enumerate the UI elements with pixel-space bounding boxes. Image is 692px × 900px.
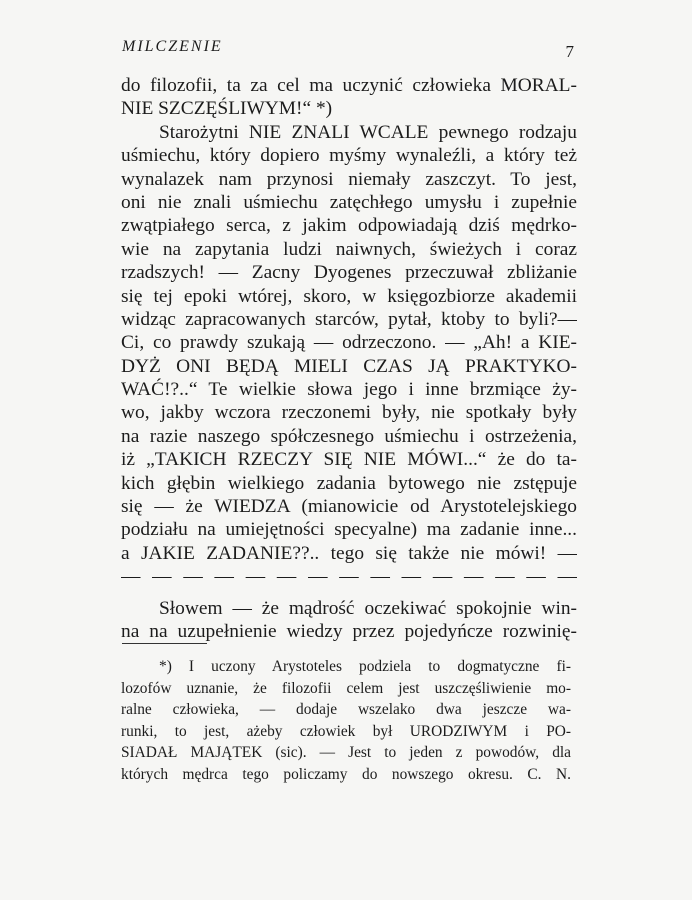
text-line: oni nie znali uśmiechu zatęchłego umysłu i zupełnie [121, 191, 577, 213]
text-line: WAĆ!?..“ Te wielkie słowa jego i inne brzmiące ży- [121, 379, 577, 401]
body-text [121, 74, 577, 643]
text-line: Słowem — że mądrość oczekiwać spokojnie win- [159, 597, 577, 619]
text-line: wo, jakby wczora rzeczonemi były, nie spotkały były [121, 402, 577, 424]
text-line: wie na zapytania ludzi naiwnych, świeżych i coraz [121, 238, 577, 260]
text-line: się — że WIEDZA (mianowicie od Arystotelejskiego [121, 496, 577, 518]
text-line: widząc zapracowanych starców, pytał, ktoby to byli?— [121, 308, 577, 330]
text-line: podziału na umiejętności specyalne) ma zadanie inne... [121, 519, 577, 541]
text-line: Ci, co prawdy szukają — odrzeczono. — „Ah! a KIE- [121, 332, 577, 354]
text-line: iż „TAKICH RZECZY SIĘ NIE MÓWI...“ że do ta- [121, 449, 577, 471]
footnote-line: których mędrca tego policzamy do nowszego okresu. C. N. [121, 765, 571, 783]
running-title: MILCZENIE [122, 38, 223, 55]
dash-line: — — — — — — — — — — — — — — — [121, 566, 577, 588]
footnote [121, 656, 571, 786]
text-line: rzadszych! — Zacny Dyogenes przeczuwał zbliżanie [121, 262, 577, 284]
text-line: DYŻ ONI BĘDĄ MIELI CZAS JĄ PRAKTYKO- [121, 355, 577, 377]
footnote-line: ralne człowieka, — dodaje wszelako dwa jeszcze wa- [121, 701, 571, 719]
page-number: 7 [565, 42, 574, 61]
text-line: do filozofii, ta za cel ma uczynić człowieka MORAL- [121, 75, 577, 96]
footnote-line: lozofów uznanie, że filozofii celem jest uszczęśliwienie mo- [121, 679, 571, 697]
text-line: a JAKIE ZADANIE??.. tego się także nie mówi! — [121, 542, 577, 564]
text-line: kich głębin wielkiego zadania bytowego nie zstępuje [121, 472, 577, 494]
text-line: na na uzupełnienie wiedzy przez pojedyńcze rozwinię- [121, 620, 577, 642]
footnote-line: runki, to jest, ażeby człowiek był URODZIWYM i PO- [121, 722, 571, 740]
text-line: wynalazek nam przynosi niemały zaszczyt. To jest, [121, 168, 577, 190]
text-line: na razie naszego spółczesnego uśmiechu i ostrzeżenia, [121, 425, 577, 447]
footnote-rule [122, 643, 207, 644]
text-line: się tej epoki wtórej, skoro, w księgozbiorze akademii [121, 285, 577, 307]
text-line: Starożytni NIE ZNALI WCALE pewnego rodzaju [159, 121, 577, 143]
text-line: uśmiechu, który dopiero myśmy wynaleźli, a który też [121, 145, 577, 167]
text-line: zwątpiałego serca, z jakim odpowiadają dziś mędrko- [121, 215, 577, 237]
footnote-line: *) I uczony Arystoteles podziela to dogmatyczne fi- [159, 658, 571, 675]
footnote-line: SIADAŁ MAJĄTEK (sic). — Jest to jeden z powodów, dla [121, 744, 571, 762]
text-line: NIE SZCZĘŚLIWYM!“ *) [121, 98, 333, 120]
